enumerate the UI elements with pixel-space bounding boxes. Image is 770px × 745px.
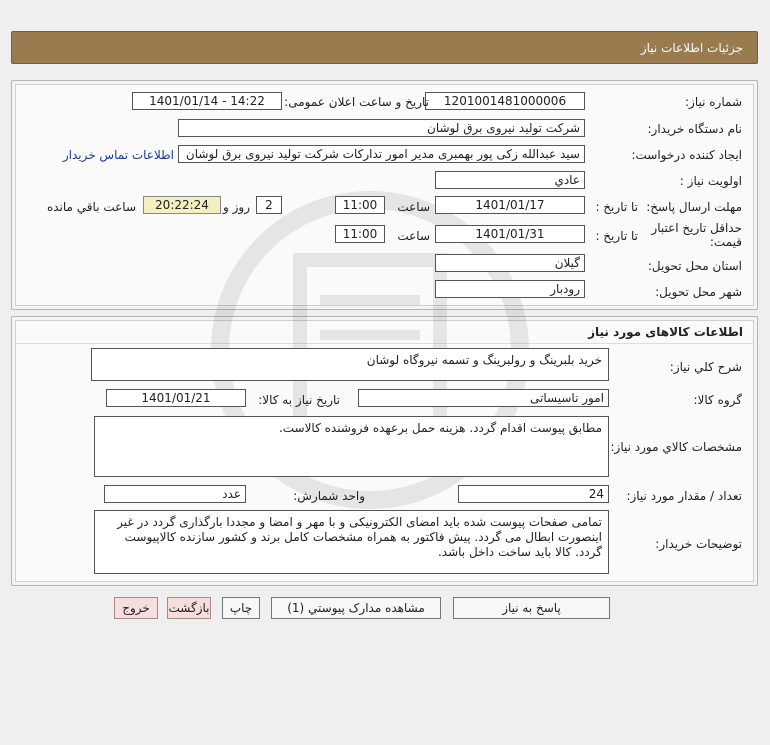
buyer-contact-link[interactable]: اطلاعات تماس خريدار — [62, 148, 174, 162]
spec-field: مطابق پیوست اقدام گردد. هزینه حمل برعهده فروشنده کالاست. — [94, 416, 609, 477]
remaining-time-field: 20:22:24 — [143, 196, 221, 214]
city-label: شهر محل تحويل: — [655, 285, 742, 299]
buyer-desc-field: تمامی صفحات پیوست شده باید امضای الکترونیکی و با مهر و امضا و مجددا بارگذاری گردد در غیر اینصورت ابطال می گردد. پیش فاکتور به همراه مشخصات کامل برند و کشور سازنده کالاپیوست گردد. کالا باید ساخت داخل باشد. — [94, 510, 609, 574]
priority-label: اولويت نياز : — [679, 174, 742, 188]
province-field: گیلان — [435, 254, 585, 272]
qty-label: تعداد / مقدار مورد نياز: — [626, 489, 742, 503]
unit-field: عدد — [104, 485, 246, 503]
announce-label: تاريخ و ساعت اعلان عمومی: — [284, 95, 429, 109]
deadline-label: مهلت ارسال پاسخ: — [646, 200, 742, 214]
days-label: روز و — [223, 200, 250, 214]
exit-button[interactable]: خروج — [114, 597, 158, 619]
province-label: استان محل تحويل: — [647, 259, 742, 273]
deadline-time-field: 11:00 — [335, 196, 385, 214]
need-number-field: 1201001481000006 — [425, 92, 585, 110]
validity-to-date-label: تا تاريخ : — [595, 229, 638, 243]
buyer-desc-label: توضيحات خريدار: — [655, 537, 742, 551]
deadline-date-field: 1401/01/17 — [435, 196, 585, 214]
validity-label: حداقل تاريخ اعتبار قيمت: — [651, 221, 742, 249]
creator-label: ايجاد کننده درخواست: — [631, 148, 742, 162]
validity-date-field: 1401/01/31 — [435, 225, 585, 243]
reply-button[interactable]: پاسخ به نياز — [453, 597, 610, 619]
goods-group-label: گروه کالا: — [693, 393, 742, 407]
unit-label: واحد شمارش: — [293, 489, 365, 503]
print-button[interactable]: چاپ — [222, 597, 260, 619]
buyer-org-field: شرکت تولید نیروی برق لوشان — [178, 119, 585, 137]
need-date-label: تاريخ نياز به کالا: — [258, 393, 340, 407]
need-number-label: شماره نياز: — [685, 95, 742, 109]
need-date-field: 1401/01/21 — [106, 389, 246, 407]
creator-field: سید عبدالله زکی پور بهمبری مدیر امور تدارکات شرکت تولید نیروی برق لوشان — [178, 145, 585, 163]
need-info-panel — [11, 80, 758, 310]
page-header — [11, 31, 758, 64]
back-button[interactable]: بازگشت — [167, 597, 211, 619]
days-field: 2 — [256, 196, 282, 214]
view-attachments-button[interactable]: مشاهده مدارک پيوستي (1) — [271, 597, 441, 619]
priority-field: عادي — [435, 171, 585, 189]
deadline-to-date-label: تا تاريخ : — [595, 200, 638, 214]
validity-time-label: ساعت — [397, 229, 430, 243]
buyer-org-label: نام دستگاه خريدار: — [647, 122, 742, 136]
goods-group-field: امور تاسیساتی — [358, 389, 609, 407]
goods-section-title: اطلاعات کالاهای مورد نياز — [588, 325, 743, 339]
remaining-label: ساعت باقي مانده — [46, 200, 136, 214]
deadline-time-label: ساعت — [397, 200, 430, 214]
page-title: جزئيات اطلاعات نياز — [640, 41, 743, 55]
city-field: رودبار — [435, 280, 585, 298]
summary-label: شرح کلي نياز: — [669, 360, 742, 374]
summary-field: خرید بلبرینگ و رولبرینگ و تسمه نیروگاه لوشان — [91, 348, 609, 381]
announce-field: 1401/01/14 - 14:22 — [132, 92, 282, 110]
spec-label: مشخصات کالاي مورد نياز: — [610, 440, 742, 454]
qty-field: 24 — [458, 485, 609, 503]
validity-time-field: 11:00 — [335, 225, 385, 243]
